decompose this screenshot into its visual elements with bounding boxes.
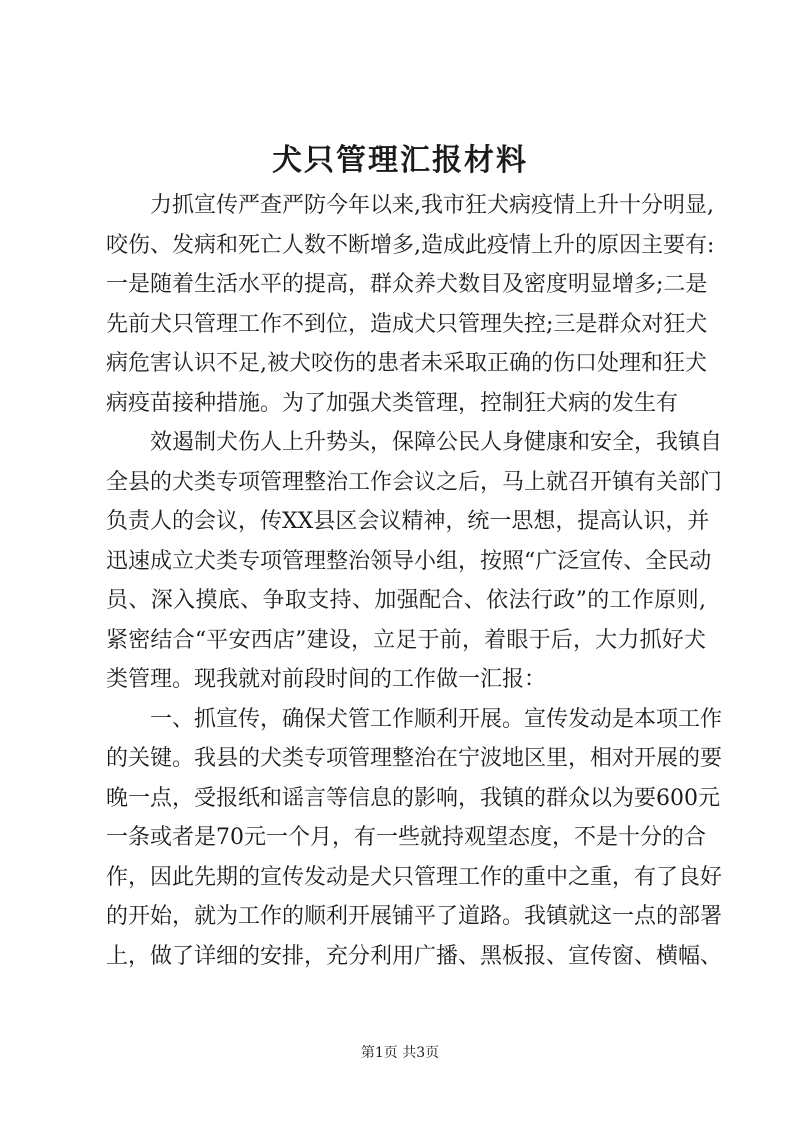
document-body <box>106 186 723 976</box>
text-line: 紧密结合“平安西店”建设，立足于前，着眼于后，大力抓好犬 <box>106 627 706 653</box>
text-line: 效遏制犬伤人上升势头，保障公民人身健康和安全，我镇自 <box>150 430 723 455</box>
text-line: 一是随着生活水平的提高，群众养犬数目及密度明显增多;二是 <box>106 272 708 297</box>
text-line: 先前犬只管理工作不到位，造成犬只管理失控;三是群众对狂犬 <box>106 311 708 337</box>
text-line: 咬伤、发病和死亡人数不断增多,造成此疫情上升的原因主要有: <box>106 232 715 258</box>
text-line: 上，做了详细的安排，充分利用广播、黑板报、宣传窗、横幅、 <box>106 943 723 969</box>
text-line: 一条或者是70元一个月，有一些就持观望态度，不是十分的合 <box>106 825 706 850</box>
text-line: 全县的犬类专项管理整治工作会议之后，马上就召开镇有关部门 <box>106 469 723 495</box>
text-line: 病疫苗接种措施。为了加强犬类管理，控制狂犬病的发生有 <box>106 390 679 416</box>
text-line: 力抓宣传严查严防今年以来,我市狂犬病疫情上升十分明显, <box>150 193 714 218</box>
text-line: 晚一点，受报纸和谣言等信息的影响，我镇的群众以为要600元 <box>106 785 720 811</box>
document-title: 犬只管理汇报材料 <box>272 143 528 178</box>
text-line: 的开始，就为工作的顺利开展铺平了道路。我镇就这一点的部署 <box>106 904 723 929</box>
text-line: 迅速成立犬类专项管理整治领导小组，按照“广泛宣传、全民动 <box>106 548 712 574</box>
text-line: 作，因此先期的宣传发动是犬只管理工作的重中之重，有了良好 <box>106 864 723 890</box>
text-line: 病危害认识不足,被犬咬伤的患者未采取正确的伤口处理和狂犬 <box>106 351 707 376</box>
text-line: 一、抓宣传，确保犬管工作顺利开展。宣传发动是本项工作 <box>150 706 723 732</box>
text-line: 负责人的会议，传XX县区会议精神，统一思想，提高认识，并 <box>106 509 710 534</box>
text-line: 类管理。现我就对前段时间的工作做一汇报： <box>106 667 547 692</box>
page-footer: 第1页 共3页 <box>360 1045 440 1061</box>
text-line: 的关键。我县的犬类专项管理整治在宁波地区里，相对开展的要 <box>106 746 723 771</box>
text-line: 员、深入摸底、争取支持、加强配合、依法行政”的工作原则, <box>106 588 706 613</box>
